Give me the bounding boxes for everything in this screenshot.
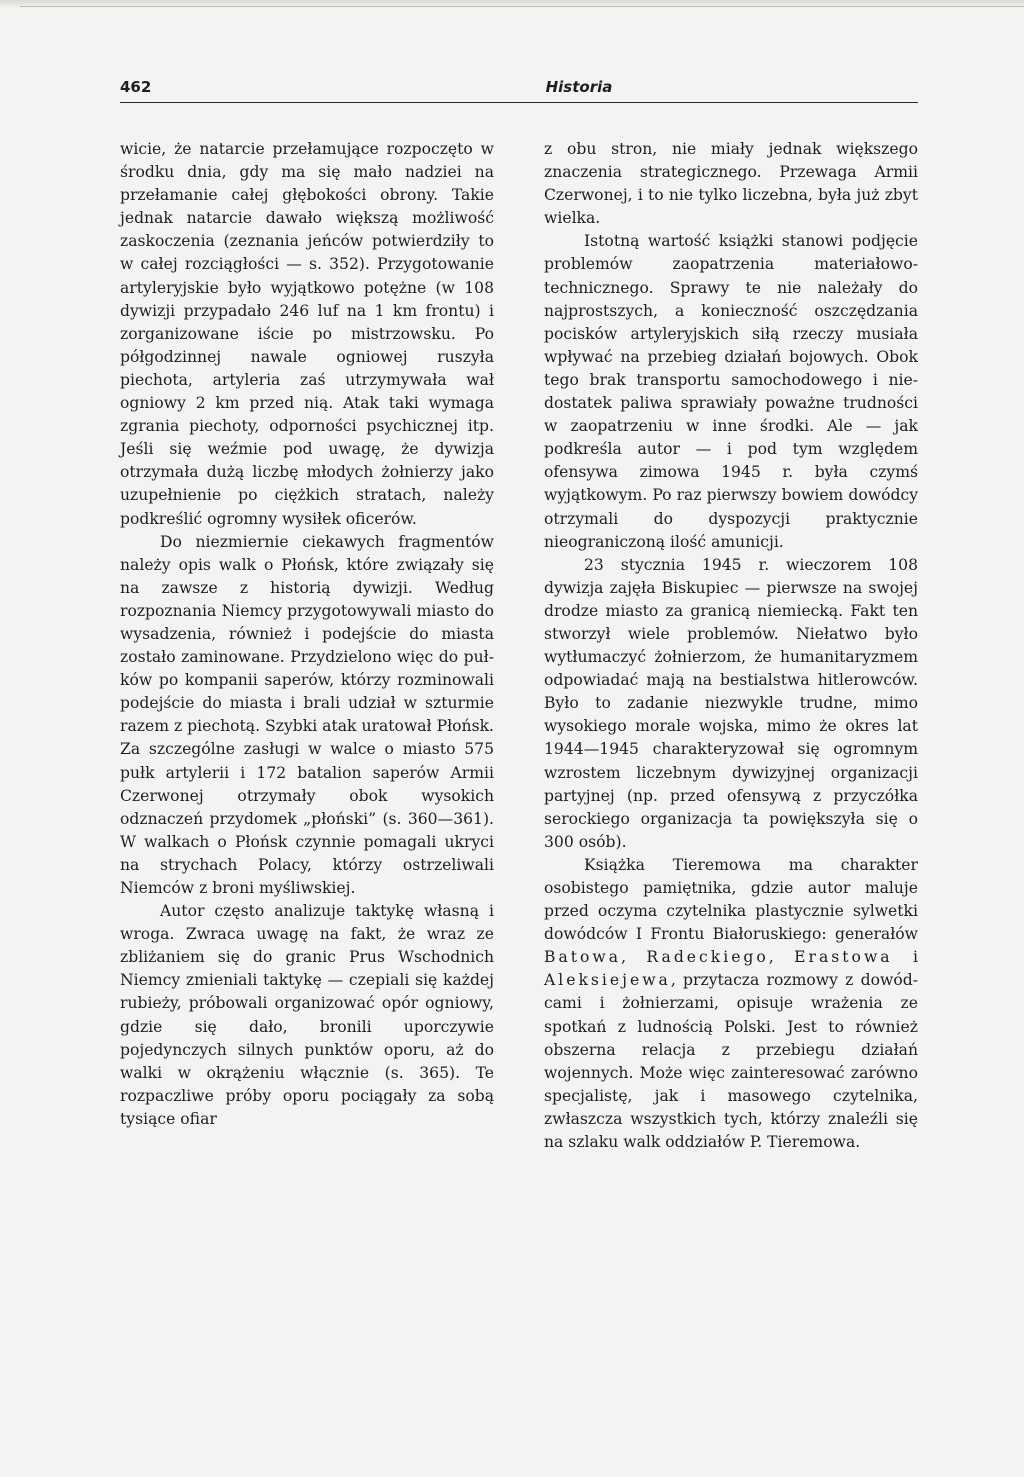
running-head: Historia bbox=[545, 78, 613, 96]
left-paragraph-2: Do niezmiernie ciekawych fragmentów należy opis walk o Płońsk, które związały się na zawsze z historią dywizji. Według rozpoznania Niemcy przygotowywali miasto do wysadzenia, również i podejście do miasta zostało zaminowane. Przydzielono więc do pułków po kompanii saperów, którzy rozminowali podejście do miasta i brali udział w szturmie razem z piechotą. Szybki atak uratował Płońsk. Za szczególne zasługi w walce o miasto 575 pułk artylerii i 172 batalion saperów Armii Czerwonej otrzymały obok wysokich odznaczeń przydomek „płoński” (s. 360—361). W walkach o Płońsk czynnie pomagali ukryci na strychach Polacy, którzy ostrzeliwali Niemców z broni myśliwskiej. bbox=[120, 532, 494, 897]
left-paragraph-1: wicie, że natarcie przełamujące rozpoczęto w środku dnia, gdy ma się mało nadziei na przełamanie całej głębokości obrony. Takie jednak natarcie dawało większą możliwość zaskoczenia (zeznania jeńców potwierdziły to w całej rozciągłości — s. 352). Przygotowanie artyleryjskie było wyjątkowo potężne (w 108 dywizji przypadało 246 luf na 1 km frontu) i zorganizowane iście po mistrzowsku. Po półgodzinnej nawale ogniowej ruszyła piechota, artyleria zaś utrzymywała wał ogniowy 2 km przed nią. Atak taki wymaga zgrania piechoty, odporności psychicznej itp. Jeśli się weźmie pod uwagę, że dywizja otrzymała dużą liczbę młodych żołnierzy jako uzupełnienie po ciężkich stratach, należy podkreślić ogromny wysiłek oficerów. bbox=[120, 140, 494, 528]
name-erastow: Erastowa bbox=[794, 948, 893, 967]
page-number: 462 bbox=[120, 78, 152, 96]
left-paragraph-3: Autor często analizuje taktykę własną i wroga. Zwraca uwagę na fakt, że wraz ze zbliżaniem się do granic Prus Wschodnich Niemcy zmieniali taktykę — czepiali się każdej rubieży, próbowali organizować opór ogniowy, gdzie się dało, bronili uporczywie pojedynczych silnych punktów oporu, aż do walki w okrążeniu włącznie (s. 365). Te rozpaczliwe próby oporu pociągały za sobą tysiące ofiar bbox=[120, 902, 494, 1128]
scan-line bbox=[20, 6, 1024, 7]
left-column bbox=[120, 138, 494, 1131]
right-paragraph-2: Istotną wartość książki stanowi podjęcie problemów zaopatrzenia materiałowo-technicznego. Sprawy te nie należały do najprostszych, a konieczność oszczędzania pocisków artyleryjskich siłą rzeczy musiała wpływać na przebieg działań bojowych. Obok tego brak transportu samochodowego i niedostatek paliwa sprawiały poważne trudności w zaopatrzeniu w inne środki. Ale — jak podkreśla autor — i pod tym względem ofensywa zimowa 1945 r. była czymś wyjątkowym. Po raz pierwszy bowiem dowódcy otrzymali do dyspozycji praktycznie nieograniczoną ilość amunicji. bbox=[544, 232, 918, 551]
right-paragraph-4-text-b: , przytacza rozmowy z dowódcami i żołnierzami, opisuje wrażenia ze spotkań z ludnością Polski. Jest to również obszerna relacja z przebiegu działań wojennych. Może więc zainteresować zarówno specjalistę, jak i masowego czytelnika, zwłaszcza wszystkich tych, którzy znaleźli się na szlaku walk oddziałów P. Tieremowa. bbox=[544, 971, 918, 1152]
right-paragraph-1: z obu stron, nie miały jednak większego znaczenia strategicznego. Przewaga Armii Czerwonej, i to nie tylko liczebna, była już zbyt wielka. bbox=[544, 140, 918, 228]
right-column bbox=[544, 138, 918, 1154]
separator-2: , bbox=[768, 948, 795, 967]
name-aleksiejew: Aleksiejewa bbox=[544, 971, 671, 990]
right-paragraph-3: 23 stycznia 1945 r. wieczorem 108 dywizja zajęła Biskupiec — pierwsze na swojej drodze miasto za granicą niemiecką. Fakt ten stworzył wiele problemów. Niełatwo było wytłumaczyć żołnierzom, że humanitaryzmem odpowiadać mają na bestialstwa hitlerowców. Było to zadanie niezwykle trudne, mimo wysokiego morale wojska, mimo że okres lat 1944—1945 charakteryzował się ogromnym wzrostem liczebnym dywizyjnej organizacji partyjnej (np. przed ofensywą z przyczółka serockiego organizacja ta powiększyła się o 300 osób). bbox=[544, 555, 918, 851]
name-batow: Batowa bbox=[544, 948, 622, 967]
right-paragraph-4 bbox=[544, 854, 918, 1154]
right-paragraph-4-text-a: Książka Tieremowa ma charakter osobistego pamiętnika, gdzie autor maluje przed oczyma czytelnika plastycznie sylwetki dowódców I Frontu Białoruskiego: generałów bbox=[544, 855, 918, 944]
name-radecki: Radeckiego bbox=[646, 948, 769, 967]
page-header bbox=[120, 76, 918, 103]
separator-3: i bbox=[892, 948, 918, 967]
separator-1: , bbox=[621, 948, 647, 967]
